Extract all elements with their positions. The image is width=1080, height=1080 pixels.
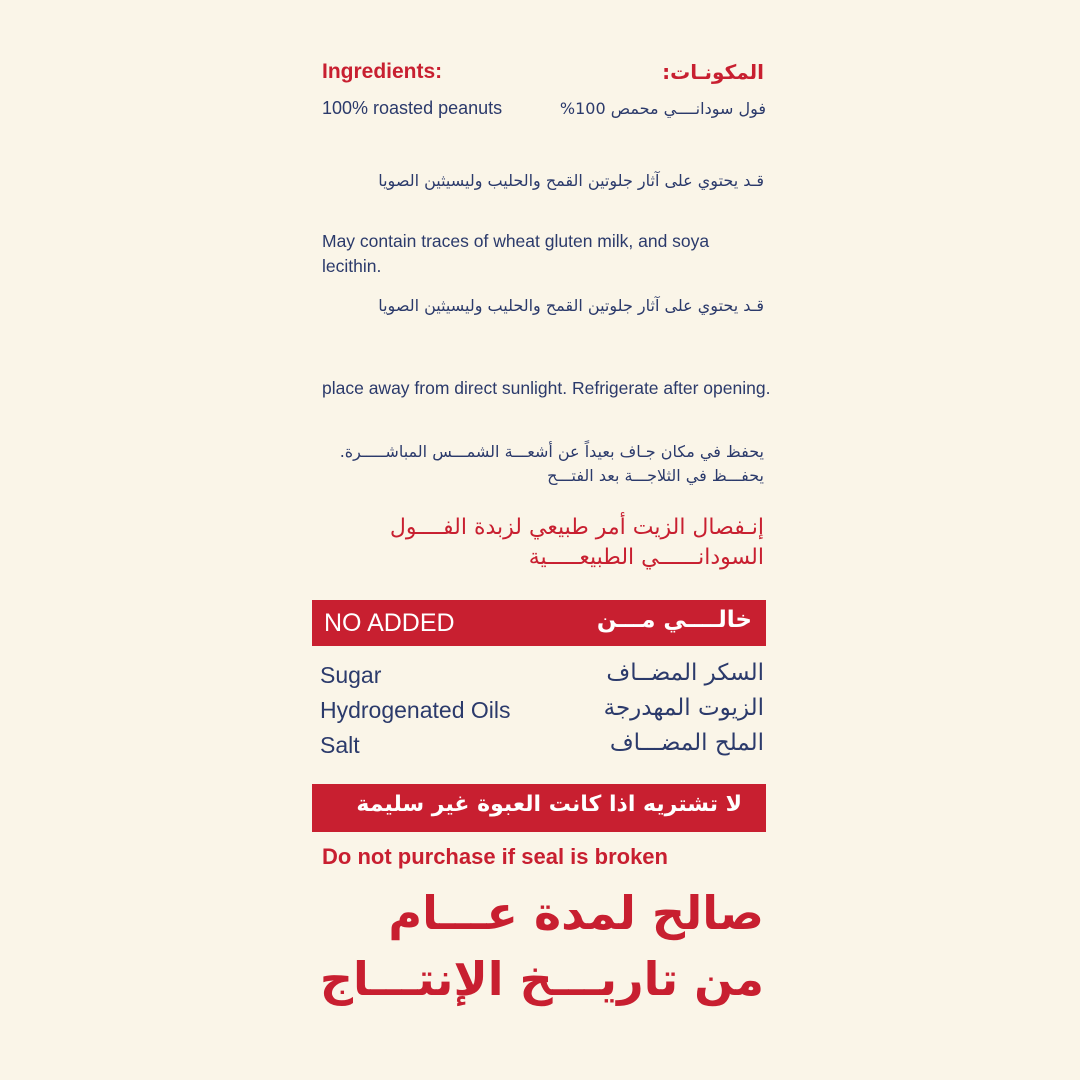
no-added-item-en: Hydrogenated Oils: [320, 697, 511, 723]
ingredients-content-ar: فول سودانــــي محمص 100%: [559, 99, 766, 118]
ingredients-content-en: 100% roasted peanuts: [322, 98, 503, 118]
ingredients-title-ar: المكونـات:: [662, 60, 764, 84]
seal-warning-en: Do not purchase if seal is broken: [322, 844, 668, 869]
no-added-item-ar: الزيوت المهدرجة: [603, 695, 764, 721]
no-added-item: [320, 660, 764, 694]
no-added-item: [320, 695, 764, 729]
storage-text-en: place away from direct sunlight. Refrigerate after opening.: [322, 378, 771, 398]
seal-warning-banner: [312, 784, 766, 832]
allergens-text-en: May contain traces of wheat gluten milk, and soya lecithin.: [322, 231, 710, 276]
no-added-title-en: NO ADDED: [324, 609, 455, 637]
storage-text-ar: يحفظ في مكان جـاف بعيداً عن أشعـــة الشمـــس المباشـــــرة. يحفـــظ في الثلاجـــة بعد الفتـــح: [339, 442, 764, 485]
no-added-item-en: Salt: [320, 732, 360, 758]
no-added-item: [320, 730, 764, 764]
allergens-text-ar-1: قـد يحتوي على آثار جلوتين القمح والحليب وليسيثين الصويا: [378, 171, 764, 190]
shelf-life-text: صالح لمدة عـــام من تاريـــخ الإنتـــاج: [319, 886, 764, 1006]
allergens-text-ar-2: قـد يحتوي على آثار جلوتين القمح والحليب وليسيثين الصويا: [378, 296, 764, 315]
no-added-title-ar: خالــــي مـــن: [596, 607, 752, 633]
no-added-banner: [312, 600, 766, 646]
oil-separation-note: إنـفصال الزيت أمر طبيعي لزبدة الفــــول السودانــــــي الطبيعـــــية: [389, 515, 764, 570]
no-added-item-ar: السكر المضــاف: [606, 660, 764, 686]
no-added-item-ar: الملح المضـــاف: [609, 730, 764, 756]
no-added-item-en: Sugar: [320, 662, 382, 688]
ingredients-title-en: Ingredients:: [322, 60, 443, 83]
seal-warning-ar: لا تشتريه اذا كانت العبوة غير سليمة: [356, 792, 742, 817]
